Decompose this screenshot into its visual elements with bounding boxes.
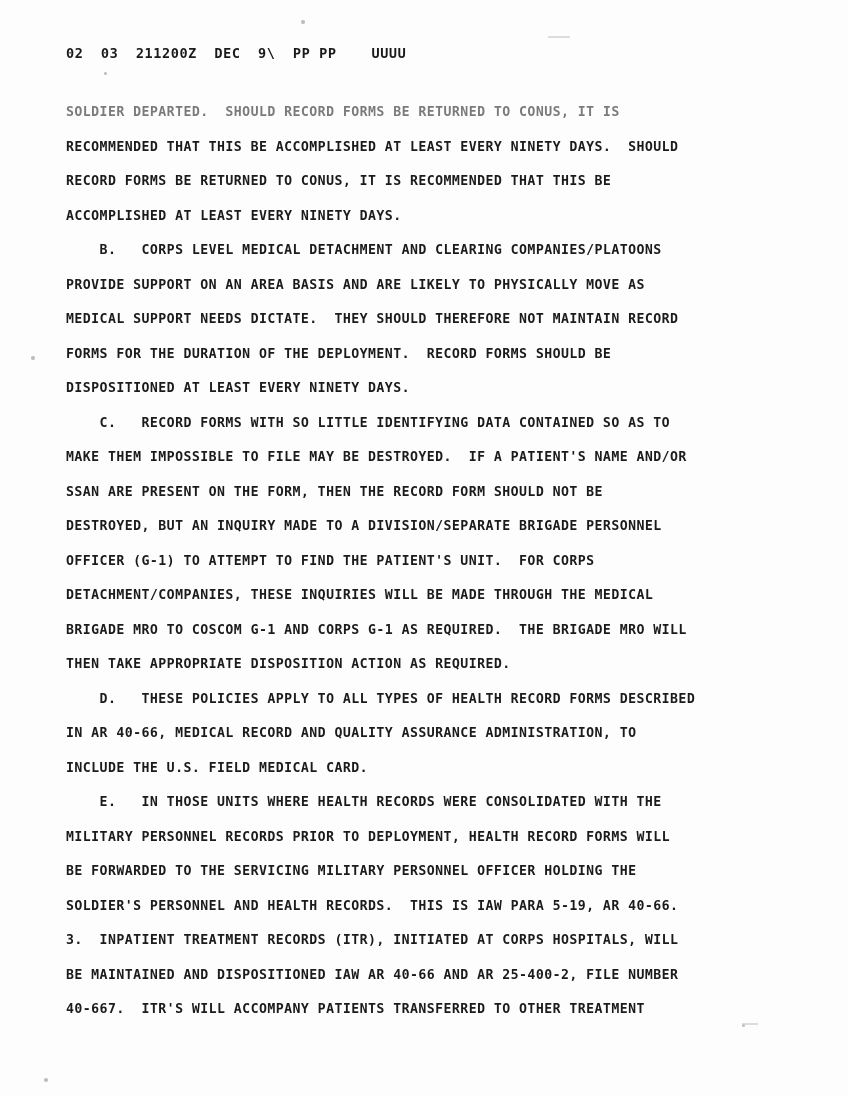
- document-line: DISPOSITIONED AT LEAST EVERY NINETY DAYS.: [66, 381, 410, 396]
- document-line: MAKE THEM IMPOSSIBLE TO FILE MAY BE DESTROYED. IF A PATIENT'S NAME AND/OR: [66, 450, 687, 465]
- document-line: PROVIDE SUPPORT ON AN AREA BASIS AND ARE LIKELY TO PHYSICALLY MOVE AS: [66, 277, 645, 293]
- document-line: THEN TAKE APPROPRIATE DISPOSITION ACTION AS REQUIRED.: [66, 657, 511, 672]
- message-header-line: 02 03 211200Z DEC 9\ PP PP UUUU: [66, 46, 407, 62]
- document-line: OFFICER (G-1) TO ATTEMPT TO FIND THE PATIENT'S UNIT. FOR CORPS: [66, 553, 595, 569]
- document-line: SSAN ARE PRESENT ON THE FORM, THEN THE RECORD FORM SHOULD NOT BE: [66, 484, 603, 500]
- document-line: BRIGADE MRO TO COSCOM G-1 AND CORPS G-1 AS REQUIRED. THE BRIGADE MRO WILL: [66, 622, 687, 638]
- document-line: DETACHMENT/COMPANIES, THESE INQUIRIES WILL BE MADE THROUGH THE MEDICAL: [66, 588, 654, 603]
- document-line: MILITARY PERSONNEL RECORDS PRIOR TO DEPLOYMENT, HEALTH RECORD FORMS WILL: [66, 829, 671, 845]
- document-line: ACCOMPLISHED AT LEAST EVERY NINETY DAYS.: [66, 208, 402, 224]
- document-line: 40-667. ITR'S WILL ACCOMPANY PATIENTS TRANSFERRED TO OTHER TREATMENT: [66, 1002, 645, 1017]
- document-line: RECORD FORMS BE RETURNED TO CONUS, IT IS RECOMMENDED THAT THIS BE: [66, 174, 612, 189]
- document-line: IN AR 40-66, MEDICAL RECORD AND QUALITY ASSURANCE ADMINISTRATION, TO: [66, 726, 637, 741]
- document-line: B. CORPS LEVEL MEDICAL DETACHMENT AND CLEARING COMPANIES/PLATOONS: [66, 243, 662, 258]
- scan-speck: [104, 72, 107, 75]
- document-line: FORMS FOR THE DURATION OF THE DEPLOYMENT. RECORD FORMS SHOULD BE: [66, 346, 612, 362]
- scan-speck: [301, 20, 305, 24]
- document-line: C. RECORD FORMS WITH SO LITTLE IDENTIFYING DATA CONTAINED SO AS TO: [66, 415, 671, 431]
- document-body: [66, 96, 796, 1028]
- scan-smudge: [548, 36, 570, 38]
- document-line: 3. INPATIENT TREATMENT RECORDS (ITR), INITIATED AT CORPS HOSPITALS, WILL: [66, 933, 679, 948]
- document-line: BE FORWARDED TO THE SERVICING MILITARY PERSONNEL OFFICER HOLDING THE: [66, 864, 637, 879]
- document-line: SOLDIER'S PERSONNEL AND HEALTH RECORDS. THIS IS IAW PARA 5-19, AR 40-66.: [66, 898, 679, 914]
- document-line: INCLUDE THE U.S. FIELD MEDICAL CARD.: [66, 760, 369, 776]
- document-line: D. THESE POLICIES APPLY TO ALL TYPES OF HEALTH RECORD FORMS DESCRIBED: [66, 691, 696, 707]
- document-line: MEDICAL SUPPORT NEEDS DICTATE. THEY SHOULD THEREFORE NOT MAINTAIN RECORD: [66, 312, 679, 327]
- document-line: BE MAINTAINED AND DISPOSITIONED IAW AR 40-66 AND AR 25-400-2, FILE NUMBER: [66, 967, 679, 983]
- scan-speck: [31, 356, 35, 360]
- document-line: SOLDIER DEPARTED. SHOULD RECORD FORMS BE RETURNED TO CONUS, IT IS: [66, 105, 620, 120]
- document-line: RECOMMENDED THAT THIS BE ACCOMPLISHED AT LEAST EVERY NINETY DAYS. SHOULD: [66, 139, 679, 155]
- document-line: DESTROYED, BUT AN INQUIRY MADE TO A DIVISION/SEPARATE BRIGADE PERSONNEL: [66, 519, 662, 534]
- scan-speck: [44, 1078, 48, 1082]
- document-line: E. IN THOSE UNITS WHERE HEALTH RECORDS WERE CONSOLIDATED WITH THE: [66, 795, 662, 810]
